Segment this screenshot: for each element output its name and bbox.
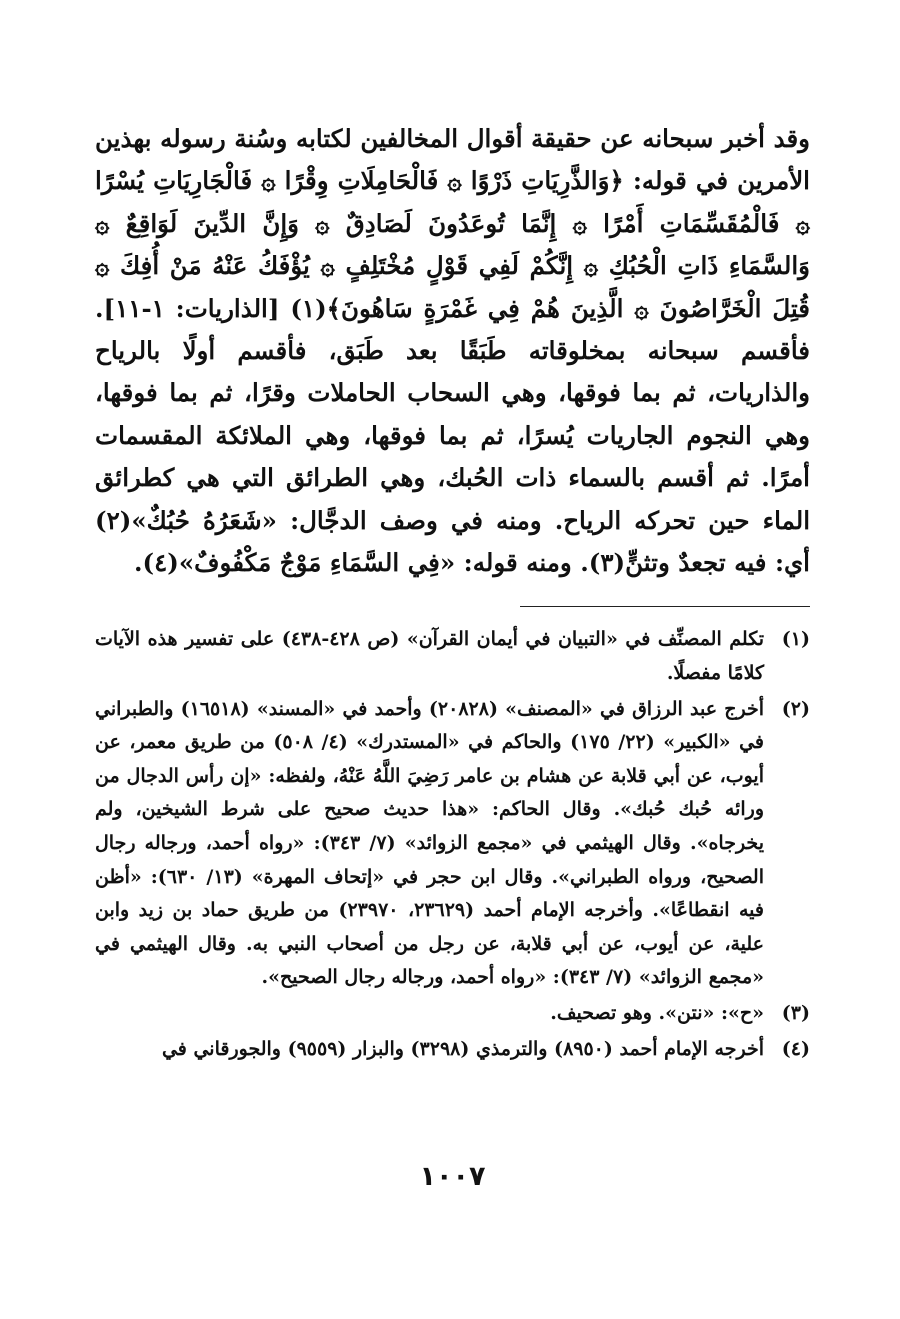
footnote-marker: (٣)	[781, 1002, 810, 1024]
footnote-2	[95, 693, 810, 995]
book-page	[95, 118, 810, 1298]
footnote-text: «ح»: «نتن». وهو تصحيف.	[550, 1002, 764, 1024]
footnote-3	[95, 997, 810, 1031]
footnote-marker: (١)	[781, 628, 810, 651]
footnote-separator	[520, 606, 810, 607]
footnote-4	[95, 1033, 810, 1067]
main-paragraph: وقد أخبر سبحانه عن حقيقة أقوال المخالفين لكتابه وسُنة رسوله بهذين الأمرين في قوله: ﴿وَالذَّرِيَاتِ ذَرْوًا ۞ فَالْحَامِلَاتِ وِقْرًا ۞ فَالْجَارِيَاتِ يُسْرًا ۞ فَالْمُقَسِّمَاتِ أَمْرًا ۞ إِنَّمَا تُوعَدُونَ لَصَادِقٌ ۞ وَإِنَّ الدِّينَ لَوَاقِعٌ ۞ وَالسَّمَاءِ ذَاتِ الْحُبُكِ ۞ إِنَّكُمْ لَفِي قَوْلٍ مُخْتَلِفٍ ۞ يُؤْفَكُ عَنْهُ مَنْ أُفِكَ ۞ قُتِلَ الْخَرَّاصُونَ ۞ الَّذِينَ هُمْ فِي غَمْرَةٍ سَاهُونَ﴾(١) [الذاريات: ١-١١]. فأقسم سبحانه بمخلوقاته طَبَقًا بعد طَبَق، فأقسم أولًا بالرياح والذاريات، ثم بما فوقها، وهي السحاب الحاملات وقرًا، ثم بما فوقها، وهي النجوم الجاريات يُسرًا، ثم بما فوقها، وهي الملائكة المقسمات أمرًا. ثم أقسم بالسماء ذات الحُبك، وهي الطرائق التي هي كطرائق الماء حين تحركه الرياح. ومنه في وصف الدجَّال: «شَعَرُهُ حُبُكٌ»(٢) أي: فيه تجعدٌ وتثنٍّ(٣). ومنه قوله: «فِي السَّمَاءِ مَوْجٌ مَكْفُوفٌ»(٤).	[95, 124, 810, 578]
footnote-marker: (٢)	[781, 697, 810, 720]
footnotes-list	[95, 623, 810, 1066]
page-number: ١٠٠٧	[419, 1161, 486, 1192]
footnote-text: أخرج عبد الرزاق في «المصنف» (٢٠٨٢٨) وأحمد في «المسند» (١٦٥١٨) والطبراني في «الكبير» (٢٢/ ١٧٥) والحاكم في «المستدرك» (٤/ ٥٠٨) من طريق معمر، عن أيوب، عن أبي قلابة عن هشام بن عامر رَضِيَ اللَّهُ عَنْهُ، ولفظه: «إن رأس الدجال من ورائه حُبك حُبك». وقال الحاكم: «هذا حديث صحيح على شرط الشيخين، ولم يخرجاه». وقال الهيثمي في «مجمع الزوائد» (٧/ ٣٤٣): «رواه أحمد، ورجاله رجال الصحيح، ورواه الطبراني». وقال ابن حجر في «إتحاف المهرة» (١٣/ ٦٣٠): «أظن فيه انقطاعًا». وأخرجه الإمام أحمد (٢٣٦٢٩، ٢٣٩٧٠) من طريق حماد بن زيد وابن علية، عن أيوب، عن أبي قلابة، عن رجل من أصحاب النبي به. وقال الهيثمي في «مجمع الزوائد» (٧/ ٣٤٣): «رواه أحمد، ورجاله رجال الصحيح».	[95, 697, 765, 989]
footnote-text: أخرجه الإمام أحمد (٨٩٥٠) والترمذي (٣٢٩٨) والبزار (٩٥٥٩) والجورقاني في	[161, 1037, 764, 1060]
footnote-marker: (٤)	[781, 1037, 810, 1060]
footnote-text: تكلم المصنِّف في «التبيان في أيمان القرآن» (ص ٤٢٨-٤٣٨) على تفسير هذه الآيات كلامًا مفصلًا.	[95, 628, 764, 685]
footnote-1	[95, 623, 810, 690]
